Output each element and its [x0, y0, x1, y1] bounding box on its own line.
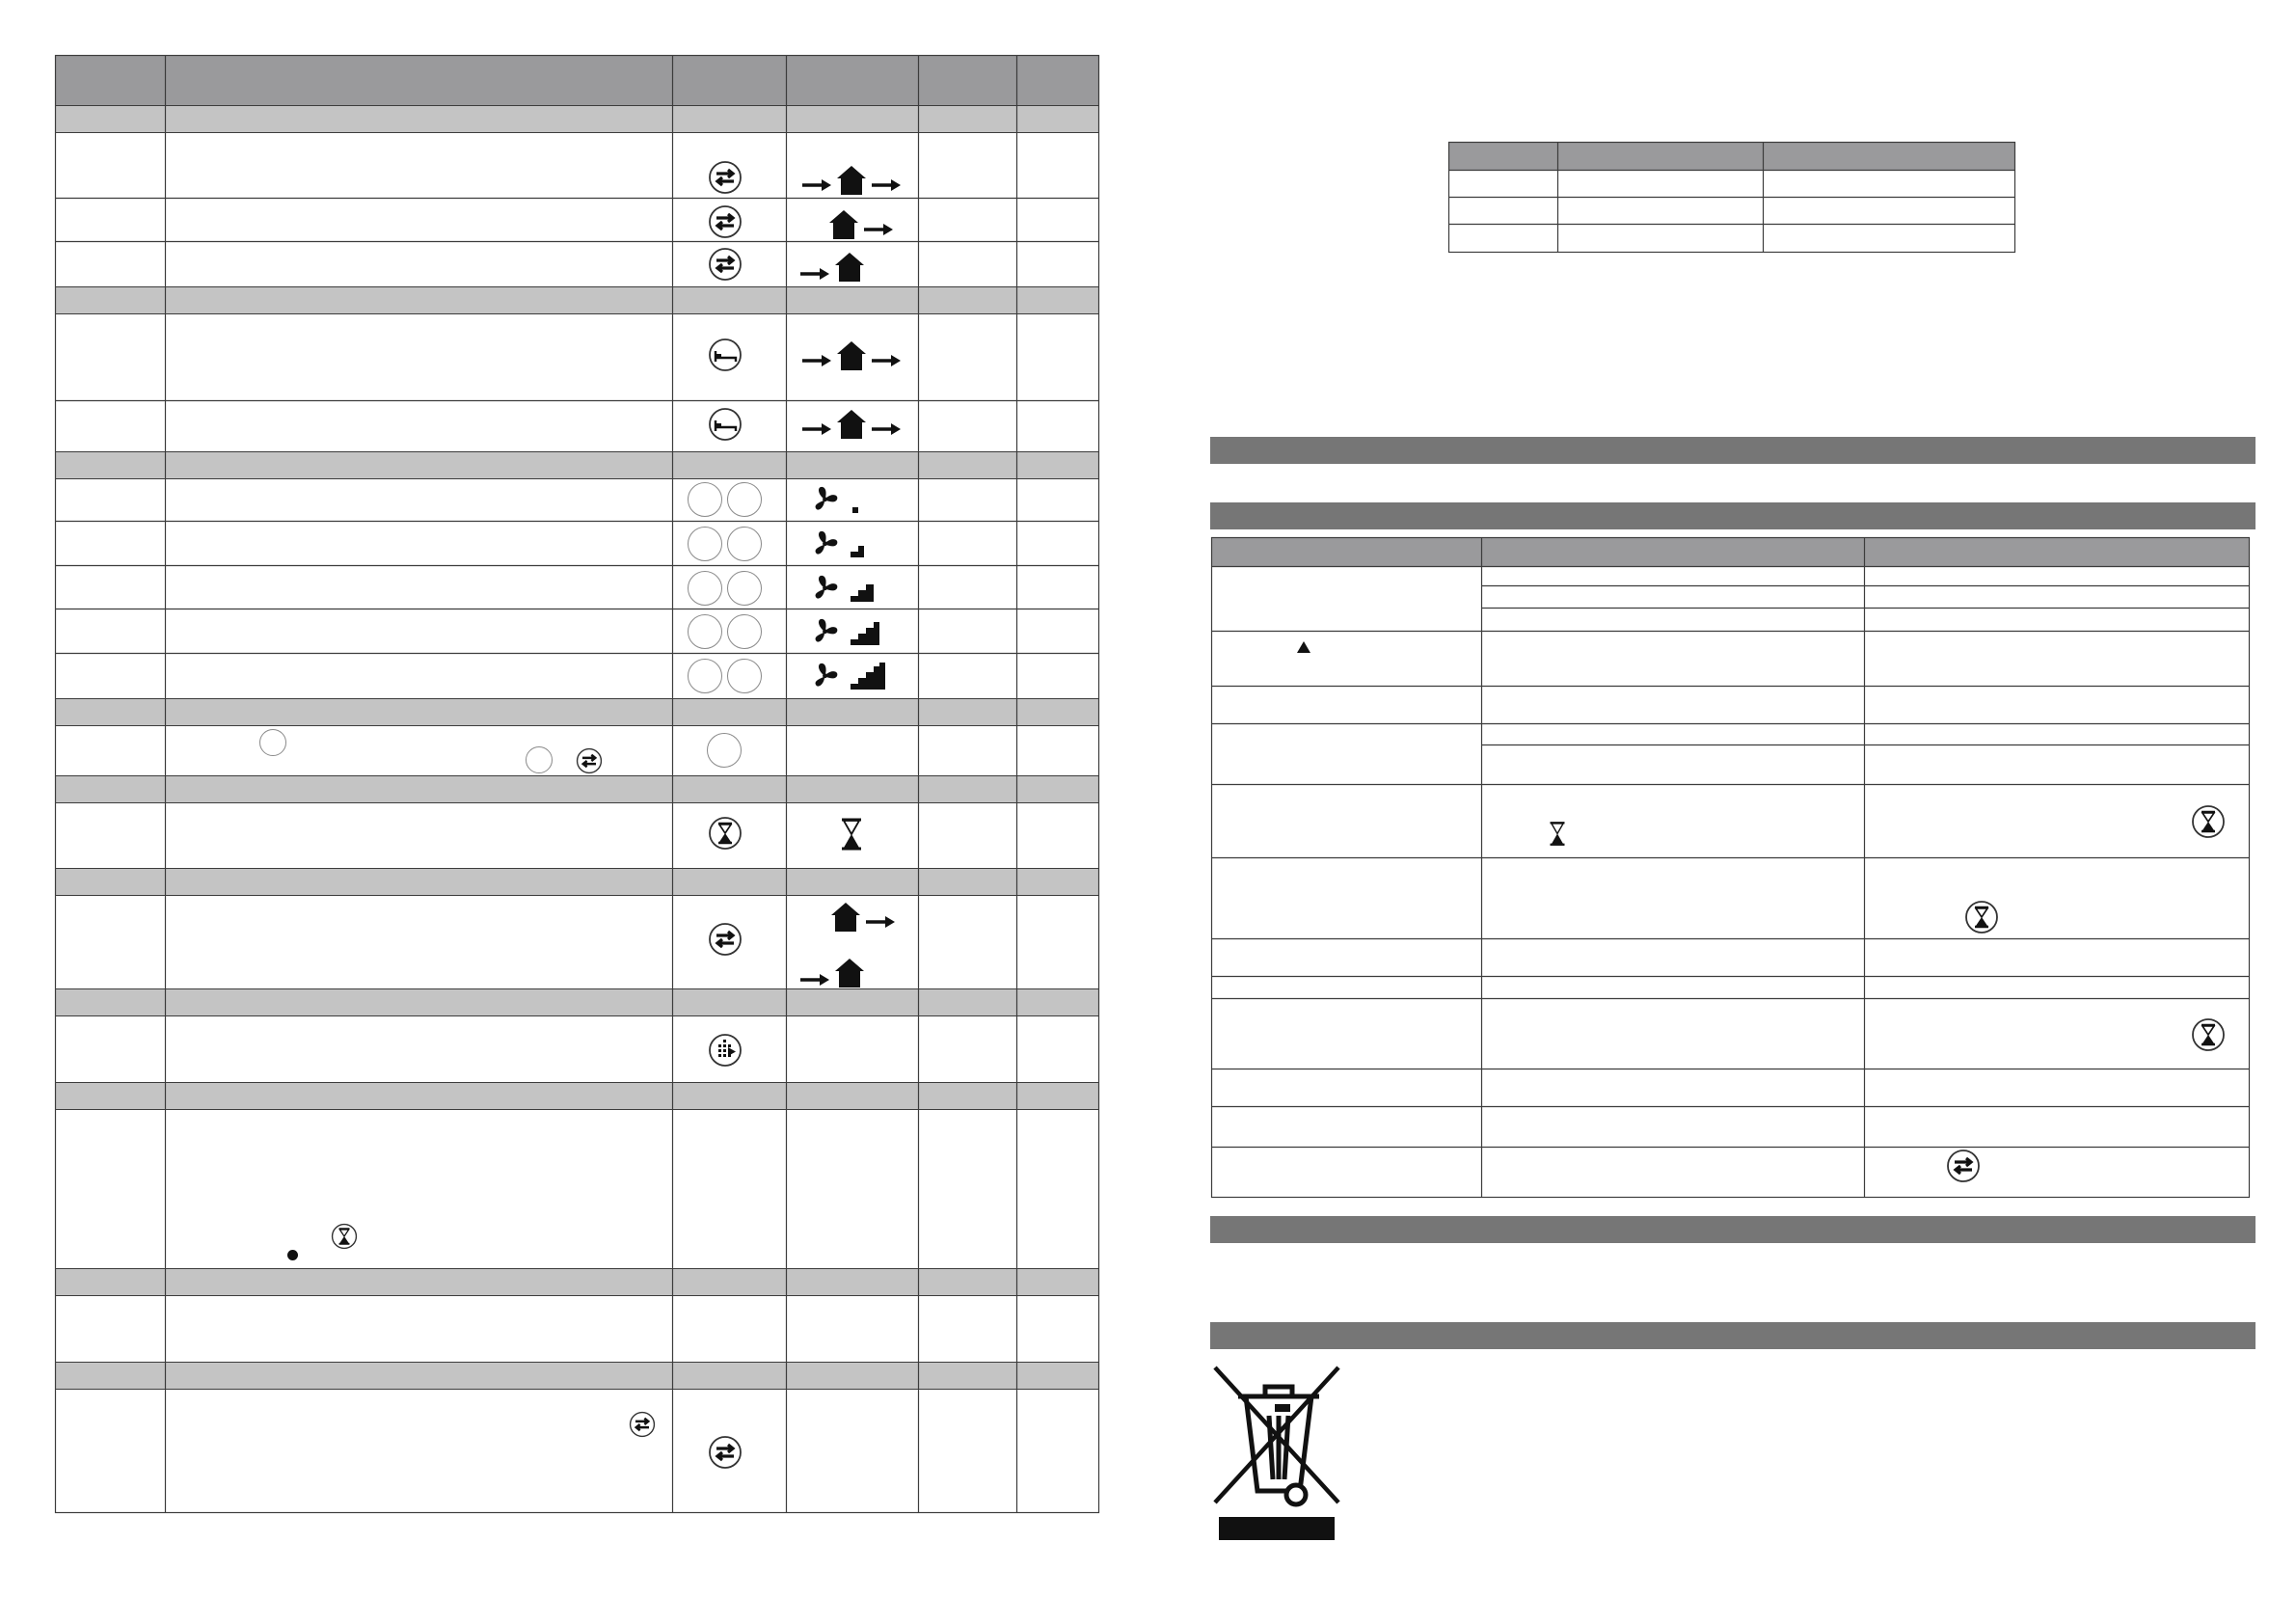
timer-icon — [2191, 1017, 2226, 1052]
timer-icon — [1964, 900, 1999, 934]
up-triangle-icon — [1297, 641, 1310, 653]
mode-toggle-icon — [1946, 1149, 1981, 1183]
weee-crossed-bin-icon — [1209, 1354, 1344, 1545]
timer-icon — [2191, 804, 2226, 839]
hourglass-icon — [1549, 821, 1566, 847]
